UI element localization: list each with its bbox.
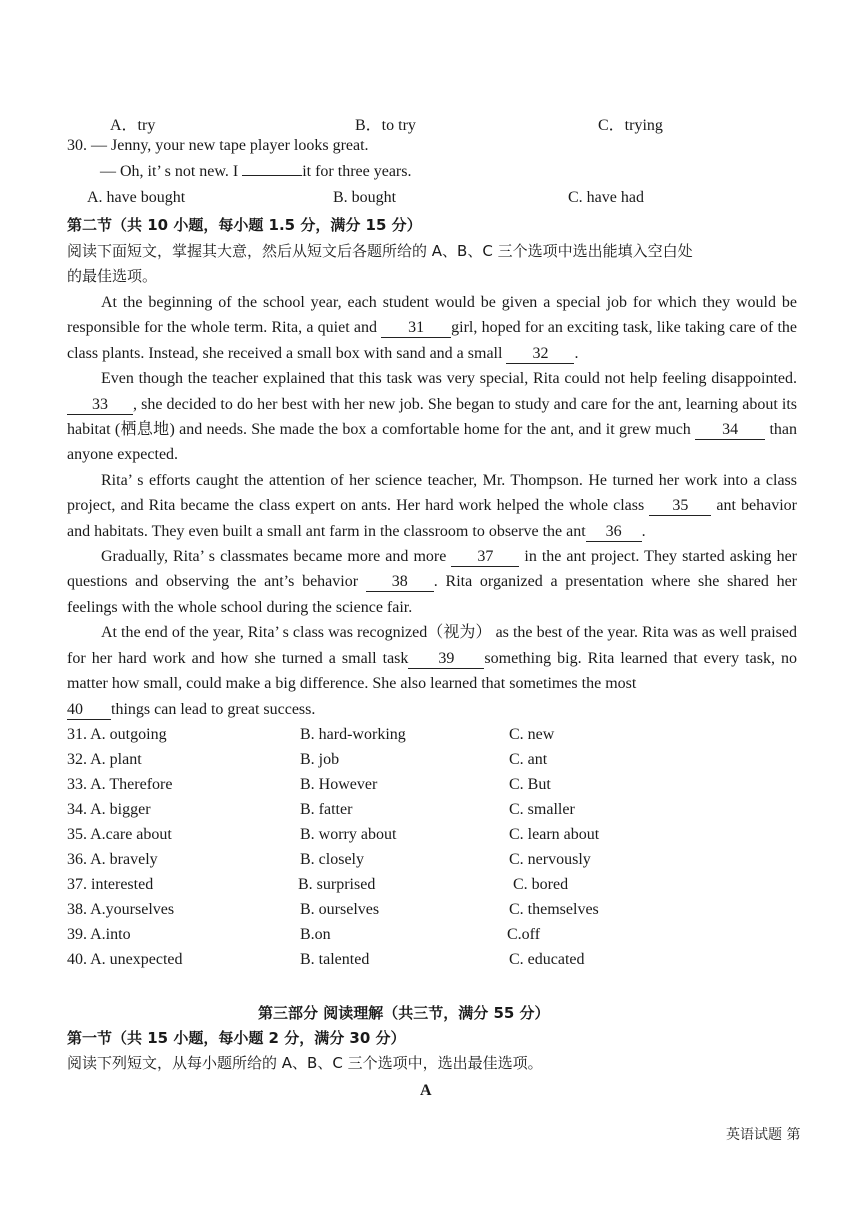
option-33-b: B. However	[300, 776, 378, 793]
option-row-32	[67, 751, 797, 776]
p3-text-c: .	[641, 522, 646, 540]
page-footer-label: 英语试题 第	[726, 1127, 801, 1143]
option-34-a: 34. A. bigger	[67, 801, 151, 818]
q29-option-b: B．to try	[355, 117, 416, 134]
p5-text-a: At the end of the year, Rita’ s class was recognized（视为） as the best of the year. Rita was as well praised for her hard work and how she turned a small task	[67, 624, 797, 667]
option-row-39	[67, 926, 797, 951]
option-32-c: C. ant	[509, 751, 548, 768]
blank-35: 35	[649, 497, 711, 516]
option-row-35	[67, 826, 797, 851]
part3-instruction: 阅读下列短文，从每小题所给的 A、B、C 三个选项中，选出最佳选项。	[67, 1054, 543, 1072]
blank-38: 38	[366, 573, 434, 592]
blank-37: 37	[451, 548, 519, 567]
option-36-a: 36. A. bravely	[67, 851, 158, 868]
q30-line2-post: it for three years.	[302, 163, 412, 180]
passage-paragraph-4	[67, 544, 797, 620]
blank-33: 33	[67, 396, 133, 415]
p1-text-c: .	[574, 344, 579, 362]
section2-heading-text: 第二节（共 10 小题，每小题 1.5 分，满分 15 分）	[67, 216, 422, 234]
blank-36: 36	[586, 523, 642, 542]
option-37-c: C. bored	[513, 876, 569, 893]
option-31-a: 31. A. outgoing	[67, 726, 167, 743]
option-row-38	[67, 901, 797, 926]
option-38-b: B. ourselves	[300, 901, 380, 918]
option-33-a: 33. A. Therefore	[67, 776, 173, 793]
p2-text-b: , she decided to do her best with her new job. She began to study and care for the ant, learning about its habitat (栖息地) and needs. She made the box a comfortable home for the ant, and it grew much	[67, 395, 797, 439]
option-33-c: C. But	[509, 776, 551, 793]
p2-text-c: than anyone expected.	[67, 421, 798, 464]
p3-text-b: ant behavior and habitats. They even built a small ant farm in the classroom to observe the ant	[67, 497, 798, 540]
option-row-34	[67, 801, 797, 826]
blank-34: 34	[695, 421, 765, 440]
q30-line2	[100, 163, 411, 181]
option-39-b: B.on	[300, 926, 331, 943]
option-31-c: C. new	[509, 726, 555, 743]
option-37-a: 37. interested	[67, 876, 154, 893]
q30-option-b: B. bought	[333, 189, 397, 206]
blank-39: 39	[408, 650, 484, 669]
option-34-c: C. smaller	[509, 801, 575, 818]
part3-sub-heading-text: 第一节（共 15 小题，每小题 2 分，满分 30 分）	[67, 1029, 406, 1047]
option-row-31	[67, 726, 797, 751]
p4-text-b: in the ant project. They started asking her questions and observing the ant’s behavior	[67, 548, 797, 591]
option-34-b: B. fatter	[300, 801, 353, 818]
p5-text-c: things can lead to great success.	[111, 700, 316, 718]
p5-text-b: something big. Rita learned that every task, no matter how small, could make a big difference. She also learned that sometimes the most	[67, 649, 798, 693]
option-row-40	[67, 951, 797, 976]
passage-paragraph-1	[67, 290, 797, 366]
option-row-36	[67, 851, 797, 876]
option-32-a: 32. A. plant	[67, 751, 142, 768]
p3-text-a: Rita’ s efforts caught the attention of her science teacher, Mr. Thompson. He turned her work into a class project, and Rita became the class expert on ants. Her hard work helped the whole class	[67, 471, 797, 515]
p1-text-b: girl, hoped for an exciting task, like taking care of the class plants. Instead, she received a small box with sand and a small	[67, 319, 798, 362]
option-32-b: B. job	[300, 751, 340, 768]
q30-option-a: A. have bought	[87, 189, 186, 206]
q30-blank	[242, 175, 302, 176]
passage-paragraph-3	[67, 468, 797, 544]
option-row-37	[67, 876, 797, 901]
option-37-b: B. surprised	[298, 876, 376, 893]
passage-paragraph-5	[67, 620, 797, 696]
passage-letter: A	[420, 1082, 432, 1099]
q29-option-c: C．trying	[598, 117, 663, 134]
section2-instruction-line1: 阅读下面短文，掌握其大意，然后从短文后各题所给的 A、B、C 三个选项中选出能填入空白处	[67, 242, 693, 260]
part3-heading	[258, 1002, 550, 1023]
cloze-passage	[67, 290, 797, 722]
option-35-a: 35. A.care about	[67, 826, 172, 843]
part3-sub-heading	[67, 1027, 406, 1048]
option-31-b: B. hard-working	[300, 726, 406, 743]
q30-option-c: C. have had	[568, 189, 644, 206]
part3-heading-text: 第三部分 阅读理解（共三节，满分 55 分）	[258, 1004, 550, 1022]
option-39-c: C.off	[507, 926, 541, 943]
passage-paragraph-2	[67, 366, 797, 468]
p2-text-a: Even though the teacher explained that this task was very special, Rita could not help feeling disappointed.	[101, 370, 797, 388]
section2-instruction-line2: 的最佳选项。	[67, 267, 158, 285]
option-35-c: C. learn about	[509, 826, 600, 843]
q30-line2-pre: — Oh, it’ s not new. I	[100, 163, 239, 180]
blank-31: 31	[381, 319, 451, 338]
p4-text-c: . Rita organized a presentation where she shared her feelings with the whole school during the science fair.	[67, 573, 798, 616]
option-35-b: B. worry about	[300, 826, 397, 843]
option-40-c: C. educated	[509, 951, 585, 968]
blank-32: 32	[506, 345, 574, 364]
option-36-c: C. nervously	[509, 851, 591, 868]
option-40-b: B. talented	[300, 951, 370, 968]
p4-text-a: Gradually, Rita’ s classmates became more and more	[101, 548, 447, 566]
option-39-a: 39. A.into	[67, 926, 131, 943]
p1-text-a: At the beginning of the school year, each student would be given a special job for which they would be responsible for the whole term. Rita, a quiet and	[67, 294, 797, 337]
option-36-b: B. closely	[300, 851, 364, 868]
option-38-a: 38. A.yourselves	[67, 901, 175, 918]
passage-paragraph-5-end	[67, 697, 797, 722]
section2-heading	[67, 214, 422, 235]
option-40-a: 40. A. unexpected	[67, 951, 183, 968]
option-row-33	[67, 776, 797, 801]
blank-40: 40	[67, 701, 111, 720]
q30-line1: 30. — Jenny, your new tape player looks great.	[67, 137, 369, 154]
option-38-c: C. themselves	[509, 901, 599, 918]
q29-option-a: A．try	[110, 117, 156, 134]
